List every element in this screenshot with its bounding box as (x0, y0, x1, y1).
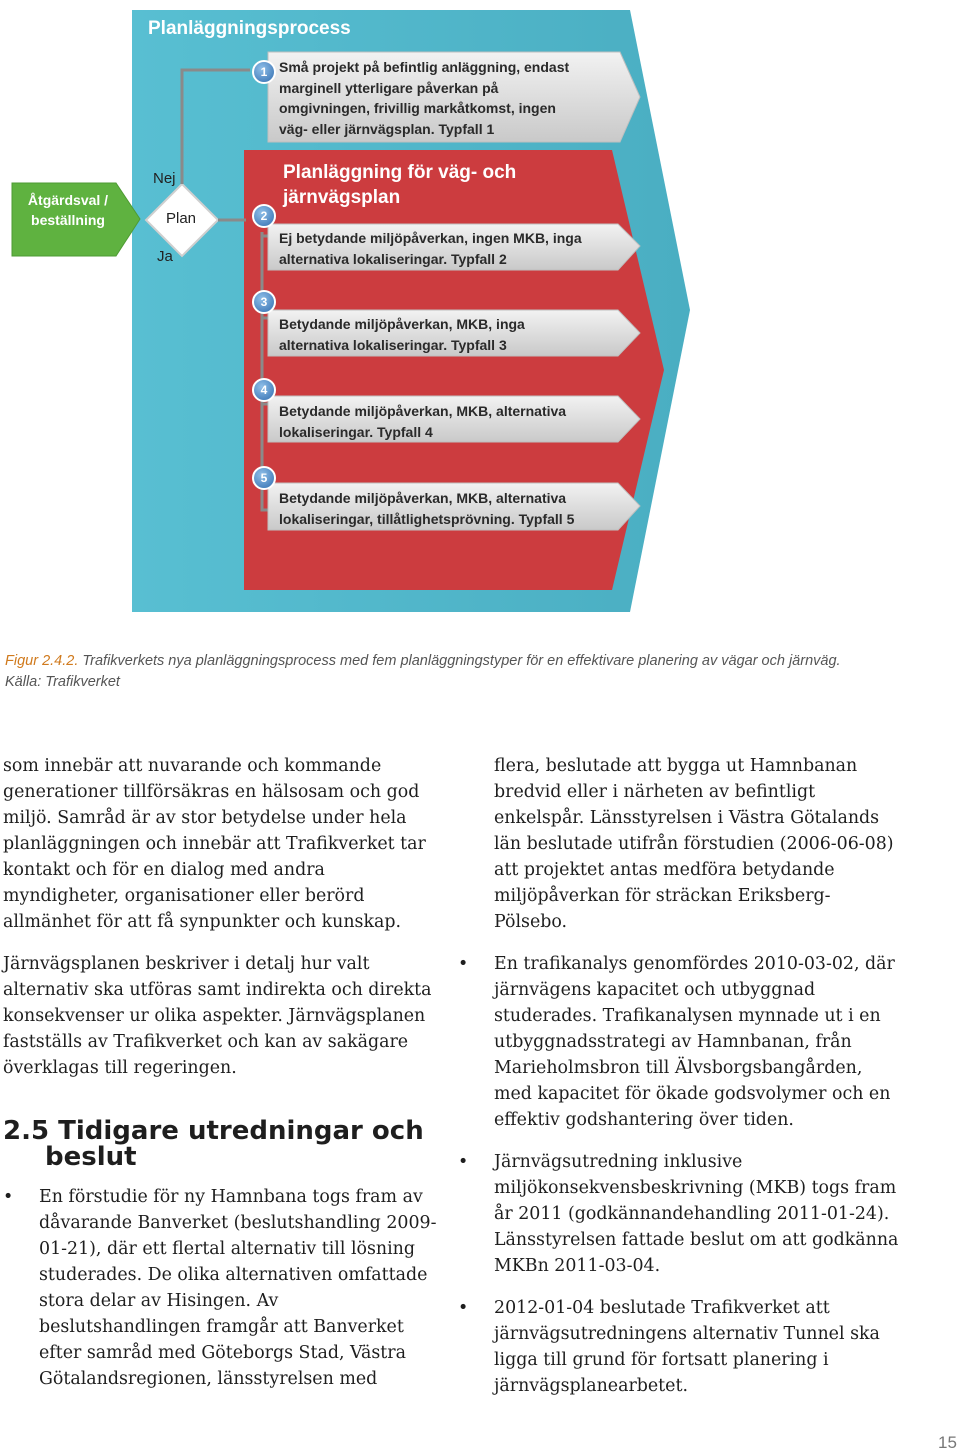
step-number-4: 4 (260, 383, 268, 397)
red-block-title: Planläggning för väg- och järnvägsplan (283, 162, 517, 208)
step-number-2: 2 (260, 209, 268, 223)
step-number-3: 3 (260, 295, 268, 309)
section-heading (3, 1118, 443, 1170)
step-text-line: Betydande miljöpåverkan, MKB, alternativa (279, 490, 567, 506)
step-text-line: Ej betydande miljöpåverkan, ingen MKB, inga (279, 230, 582, 246)
right-bullets (458, 951, 903, 1399)
right-bullet-2: • Järnvägsutredning inklusive miljökonsekvensbeskrivning (MKB) togs fram år 2011 (godkännandehandling 2011-01-24). Länsstyrelsen fattade beslut om att godkänna MKBn 2011-03-04. (458, 1149, 903, 1279)
step-text-line: omgivningen, frivillig markåtkomst, ingen (279, 100, 556, 116)
right-bullet-1: • En trafikanalys genomfördes 2010-03-02, där järnvägens kapacitet och utbyggnad studerades. Trafikanalysen mynnade ut i en utbyggnadsstrategi av Hamnbanan, från Marieholmsbron till Älvsborgsbangården, med kapacitet för ökade godsvolymer och en effektiv godshantering över tiden. (458, 951, 903, 1133)
step-text-line: lokaliseringar, tillåtlighetsprövning. Typfall 5 (279, 510, 575, 527)
step-text-line: Små projekt på befintlig anläggning, endast (279, 59, 570, 75)
step-text-line: Betydande miljöpåverkan, MKB, inga (279, 316, 525, 332)
right-column (458, 753, 903, 1399)
step-text-5 (279, 488, 574, 529)
caption-line (5, 651, 955, 672)
step-text-1 (279, 57, 569, 139)
page-number: 15 (938, 1433, 957, 1452)
figure-title: Planläggningsprocess (148, 18, 351, 39)
step-text-line: alternativa lokaliseringar. Typfall 3 (279, 336, 507, 353)
left-bullet-1: • En förstudie för ny Hamnbana togs fram av dåvarande Banverket (beslutshandling 2009-01-21), där ett flertal alternativ till lösning studerades. De olika alternativen omfattade stora delar av Hisingen. Av beslutshandlingen framgår att Banverket efter samråd med Göteborgs Stad, Västra Götalandsregionen, länsstyrelsen med (3, 1184, 443, 1392)
step-text-3 (279, 314, 525, 355)
caption-label: Figur 2.4.2. (5, 653, 79, 669)
caption-source: Källa: Trafikverket (5, 674, 120, 690)
figure-caption (5, 651, 955, 693)
step-text-line: väg- eller järnvägsplan. Typfall 1 (279, 120, 495, 137)
step-text-line: marginell ytterligare påverkan på (279, 79, 499, 96)
caption-text: Trafikverkets nya planläggningsprocess med fem planläggningstyper för en effektivare planering av vägar och järnväg. (78, 653, 841, 669)
left-box-label: Åtgärdsval / beställning (27, 192, 109, 228)
left-para-2: Järnvägsplanen beskriver i detalj hur valt alternativ ska utföras samt indirekta och direkta konsekvenser ur olika aspekter. Järnvägsplanen fastställs av Trafikverket och kan av sakägare överklagas till regeringen. (3, 954, 432, 1078)
heading-title-1: Tidigare utredningar och (58, 1116, 424, 1146)
right-bullet-3: • 2012-01-04 beslutade Trafikverket att järnvägsutredningens alternativ Tunnel ska ligga till grund för fortsatt planering i järnvägsplanearbetet. (458, 1295, 903, 1399)
decision-no: Nej (153, 170, 176, 187)
left-bullets (3, 1184, 443, 1392)
step-text-4 (279, 401, 566, 442)
step-text-line: Betydande miljöpåverkan, MKB, alternativa (279, 403, 567, 419)
process-figure (0, 0, 960, 625)
step-text-line: lokaliseringar. Typfall 4 (279, 423, 433, 440)
heading-title-2: beslut (45, 1142, 137, 1172)
step-text-2 (279, 228, 582, 269)
step-text-line: alternativa lokaliseringar. Typfall 2 (279, 250, 507, 267)
right-para-cont: flera, beslutade att bygga ut Hamnbanan bredvid eller i närheten av befintligt enkelspår. Länsstyrelsen i Västra Götalands län beslutade utifrån förstudien (2006-06-08) att projektet antas medföra betydande miljöpåverkan för sträckan Eriksberg-Pölsebo. (494, 756, 894, 932)
heading-line-1 (3, 1118, 443, 1144)
step-number-5: 5 (260, 471, 268, 485)
heading-number: 2.5 (3, 1116, 50, 1146)
decision-center: Plan (166, 210, 197, 227)
step-number-1: 1 (260, 65, 268, 79)
decision-yes: Ja (157, 248, 173, 265)
left-para-1: som innebär att nuvarande och kommande generationer tillförsäkras en hälsosam och god miljö. Samråd är av stor betydelse under hela planläggningen och innebär att Trafikverket tar kontakt och för en dialog med andra myndigheter, organisationer eller berörd allmänhet för att få synpunkter och kunskap. (3, 756, 426, 932)
left-column (3, 753, 443, 1081)
